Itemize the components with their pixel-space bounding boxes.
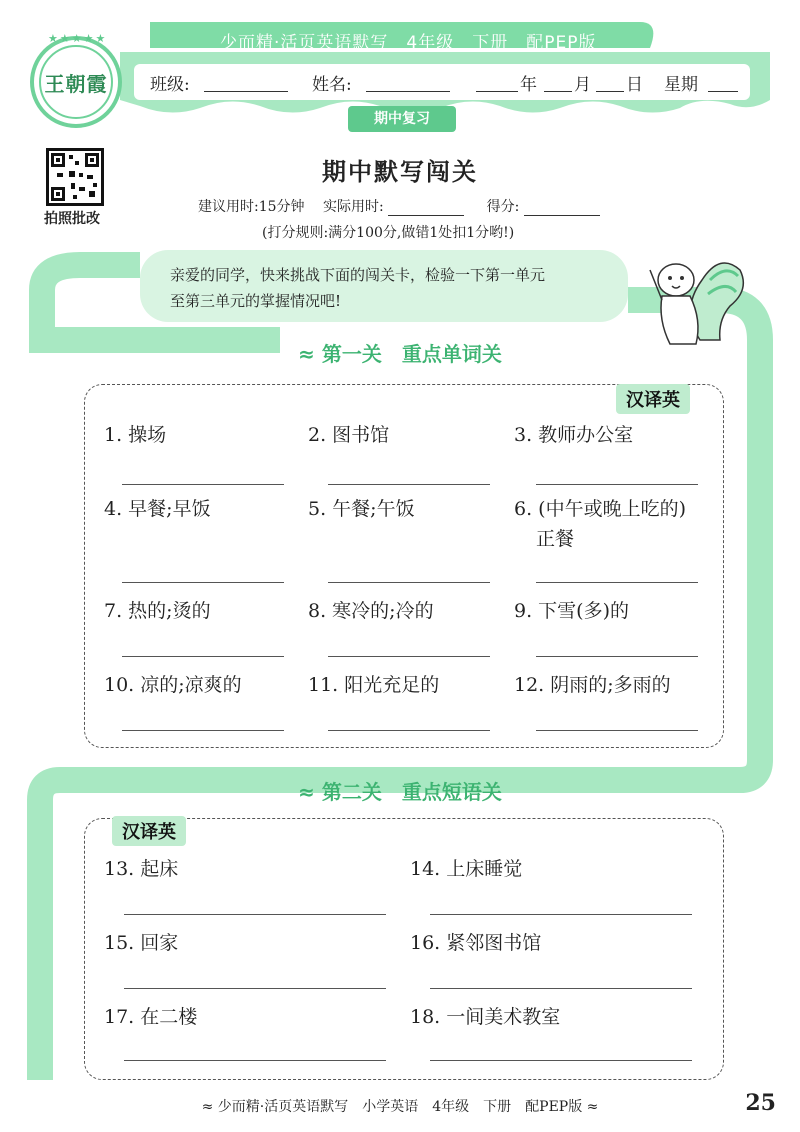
week-field[interactable] bbox=[708, 74, 738, 92]
answer-line-17[interactable] bbox=[124, 1060, 386, 1061]
section-2-box bbox=[84, 818, 724, 1080]
name-label: 姓名: bbox=[312, 74, 352, 95]
year-label: 年 bbox=[520, 74, 537, 95]
qr-caption: 拍照批改 bbox=[44, 211, 100, 227]
phrase-item-16: 16. 紧邻图书馆 bbox=[410, 932, 542, 954]
actual-time-field[interactable] bbox=[388, 198, 464, 216]
page-number: 25 bbox=[745, 1090, 776, 1116]
word-item-3: 3. 教师办公室 bbox=[514, 424, 634, 446]
phrase-item-17: 17. 在二楼 bbox=[104, 1006, 198, 1028]
answer-line-18[interactable] bbox=[430, 1060, 692, 1061]
logo-text: 王朝霞 bbox=[44, 71, 108, 96]
section-2-title: ≈ 第二关 重点短语关 bbox=[298, 780, 502, 804]
year-field[interactable] bbox=[476, 74, 518, 92]
word-item-12: 12. 阴雨的;多雨的 bbox=[514, 674, 671, 696]
answer-line-8[interactable] bbox=[328, 656, 490, 657]
answer-line-4[interactable] bbox=[122, 582, 284, 583]
intro-line-2: 至第三单元的掌握情况吧! bbox=[170, 292, 342, 310]
word-item-11: 11. 阳光充足的 bbox=[308, 674, 440, 696]
suggested-time: 建议用时:15分钟 bbox=[198, 199, 305, 215]
answer-line-6[interactable] bbox=[536, 582, 698, 583]
brand-logo bbox=[30, 32, 122, 128]
answer-line-16[interactable] bbox=[430, 988, 692, 989]
name-field[interactable] bbox=[366, 74, 450, 92]
word-item-2: 2. 图书馆 bbox=[308, 424, 390, 446]
word-item-9: 9. 下雪(多)的 bbox=[514, 600, 629, 622]
page-title: 期中默写闯关 bbox=[322, 158, 478, 186]
month-field[interactable] bbox=[544, 74, 572, 92]
page-footer: ≈ 少而精·活页英语默写 小学英语 4年级 下册 配PEP版 ≈ bbox=[201, 1099, 599, 1115]
score-label: 得分: bbox=[486, 199, 520, 215]
phrase-item-15: 15. 回家 bbox=[104, 932, 179, 954]
answer-line-9[interactable] bbox=[536, 656, 698, 657]
time-score-line bbox=[198, 196, 600, 216]
student-info-bar bbox=[134, 64, 750, 100]
star-icons: ★★★★★ bbox=[48, 32, 108, 45]
section-1-tag: 汉译英 bbox=[616, 384, 690, 414]
word-item-8: 8. 寒冷的;冷的 bbox=[308, 600, 434, 622]
answer-line-5[interactable] bbox=[328, 582, 490, 583]
day-label: 日 bbox=[626, 74, 643, 95]
answer-line-14[interactable] bbox=[430, 914, 692, 915]
week-label: 星期 bbox=[664, 74, 698, 95]
phrase-item-14: 14. 上床睡觉 bbox=[410, 858, 523, 880]
answer-line-12[interactable] bbox=[536, 730, 698, 731]
month-label: 月 bbox=[574, 74, 591, 95]
answer-line-7[interactable] bbox=[122, 656, 284, 657]
answer-line-2[interactable] bbox=[328, 484, 490, 485]
word-item-6-continued: 正餐 bbox=[536, 528, 575, 550]
intro-line-1: 亲爱的同学，快来挑战下面的闯关卡，检验一下第一单元 bbox=[170, 266, 546, 284]
answer-line-11[interactable] bbox=[328, 730, 490, 731]
phrase-item-13: 13. 起床 bbox=[104, 858, 179, 880]
scoring-rule: (打分规则:满分100分,做错1处扣1分哟!) bbox=[262, 225, 515, 241]
squirrel-icon bbox=[640, 240, 750, 352]
answer-line-13[interactable] bbox=[124, 914, 386, 915]
answer-line-3[interactable] bbox=[536, 484, 698, 485]
answer-line-10[interactable] bbox=[122, 730, 284, 731]
class-label: 班级: bbox=[150, 74, 190, 95]
day-field[interactable] bbox=[596, 74, 624, 92]
section-tag: 期中复习 bbox=[348, 106, 456, 132]
answer-line-1[interactable] bbox=[122, 484, 284, 485]
word-item-4: 4. 早餐;早饭 bbox=[104, 498, 211, 520]
actual-time-label: 实际用时: bbox=[322, 199, 384, 215]
series-title: 少而精·活页英语默写 4年级 下册 配PEP版 bbox=[220, 33, 597, 53]
class-field[interactable] bbox=[204, 74, 288, 92]
section-2-tag: 汉译英 bbox=[112, 816, 186, 846]
phrase-item-18: 18. 一间美术教室 bbox=[410, 1006, 561, 1028]
section-1-title: ≈ 第一关 重点单词关 bbox=[298, 342, 502, 366]
word-item-6: 6. (中午或晚上吃的) bbox=[514, 498, 686, 520]
word-item-10: 10. 凉的;凉爽的 bbox=[104, 674, 242, 696]
word-item-1: 1. 操场 bbox=[104, 424, 167, 446]
score-field[interactable] bbox=[524, 198, 600, 216]
answer-line-15[interactable] bbox=[124, 988, 386, 989]
intro-bubble bbox=[140, 250, 628, 322]
word-item-5: 5. 午餐;午饭 bbox=[308, 498, 415, 520]
word-item-7: 7. 热的;烫的 bbox=[104, 600, 211, 622]
